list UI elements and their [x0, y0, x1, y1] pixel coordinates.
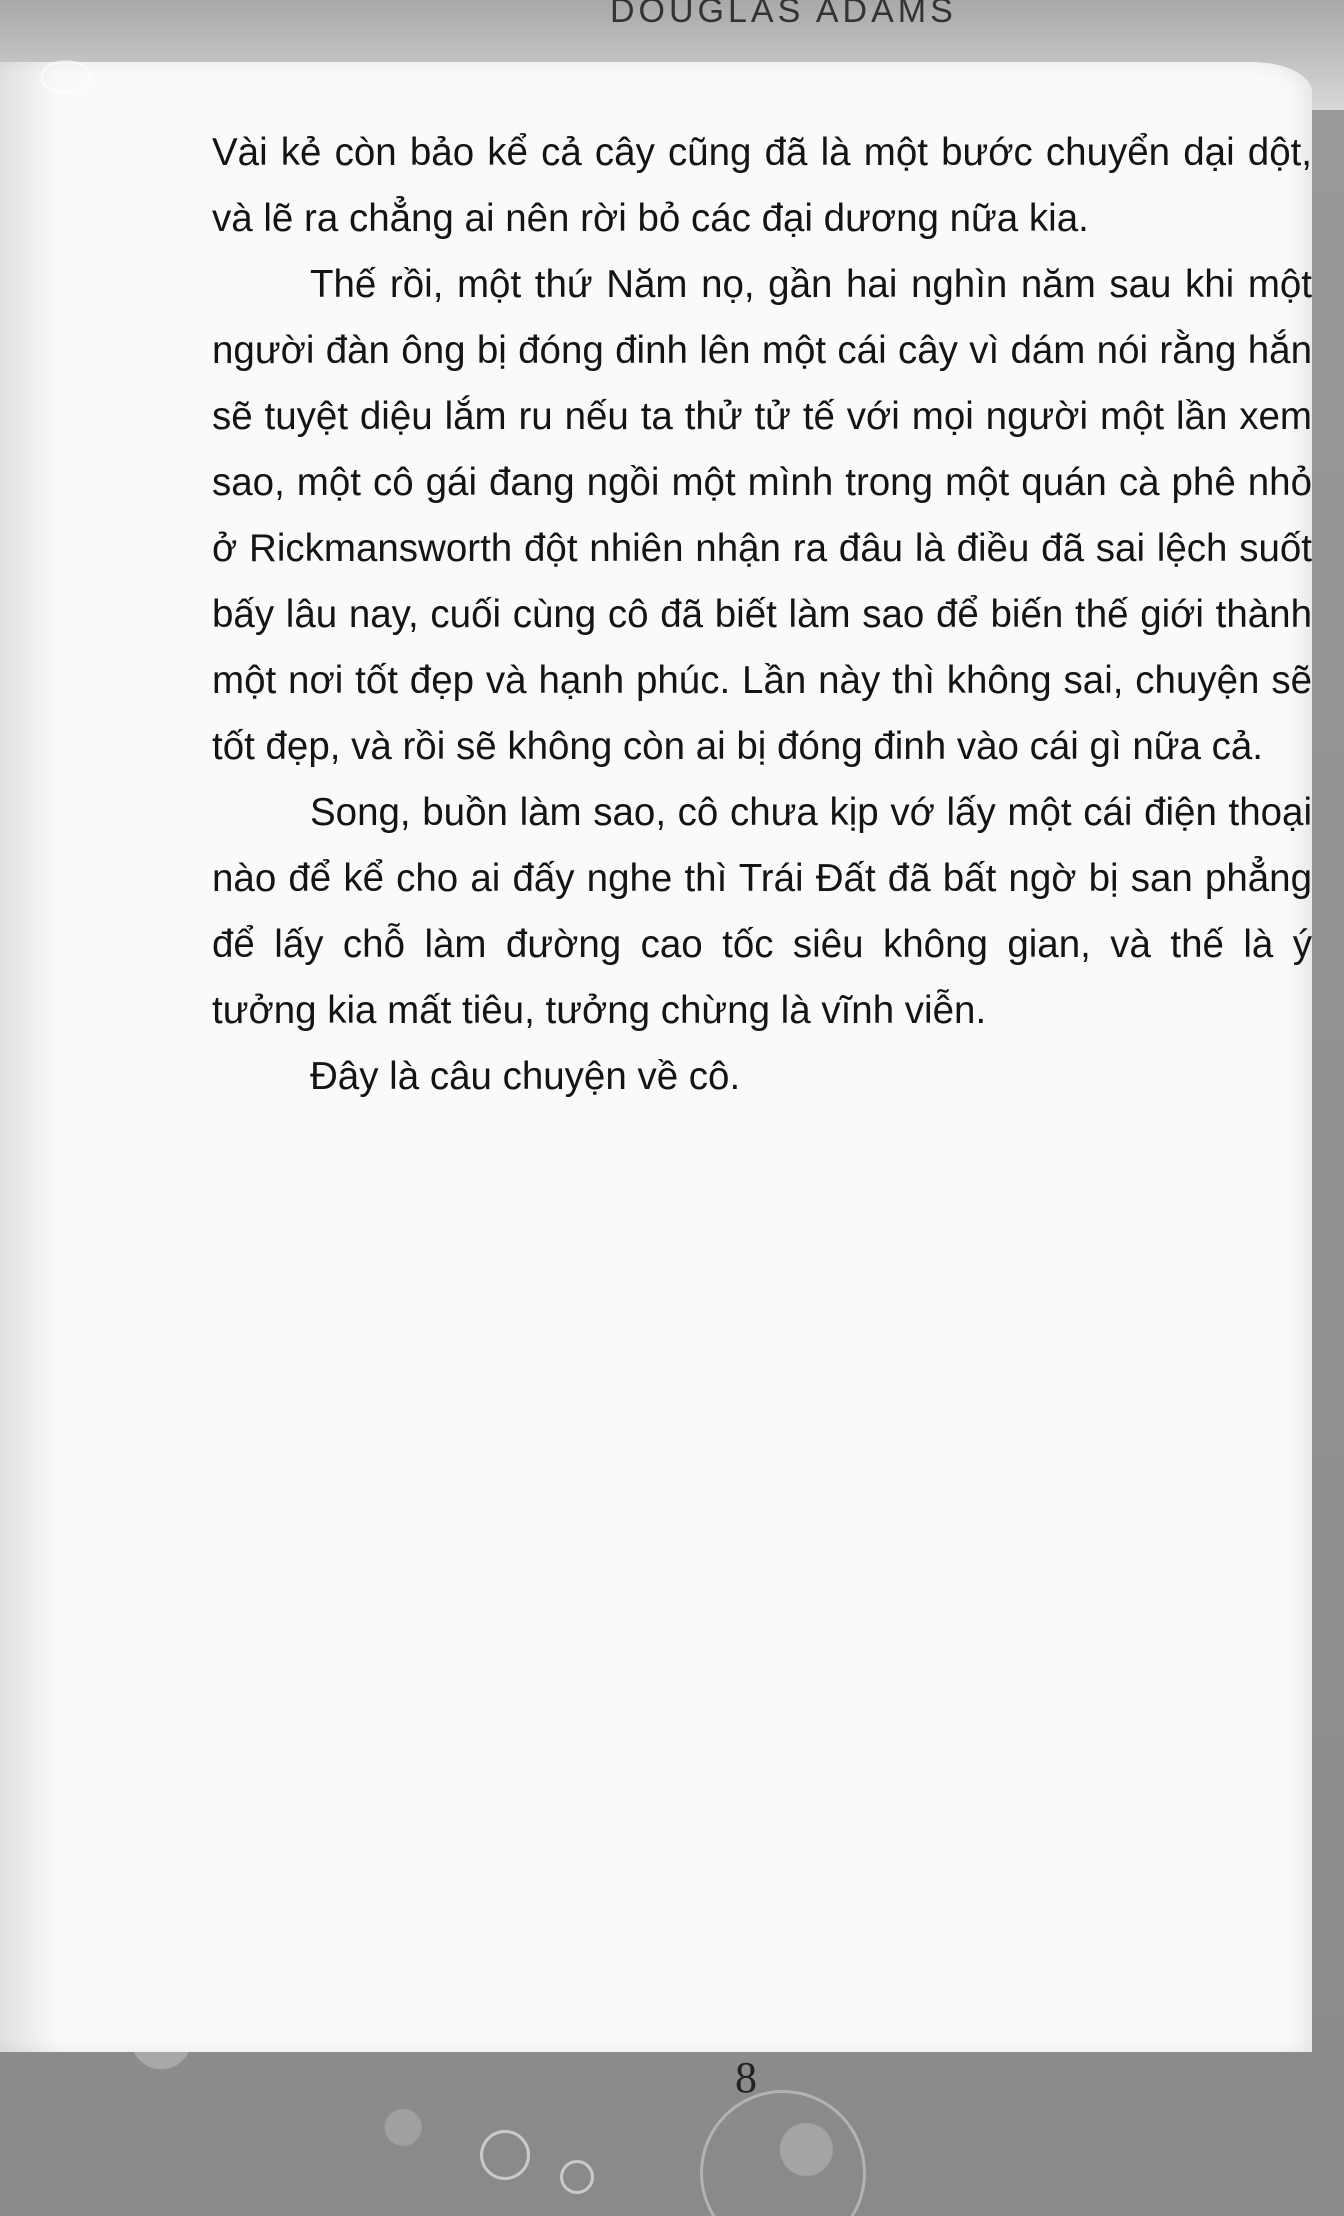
decorative-bubble-1	[480, 2130, 530, 2180]
paragraph-1: Vài kẻ còn bảo kể cả cây cũng đã là một bước chuyển dại dột, và lẽ ra chẳng ai nên rời bỏ các đại dương nữa kia.	[212, 131, 1312, 240]
page-body	[212, 120, 1312, 1110]
running-title: DOUGLAS ADAMS	[610, 0, 957, 30]
decorative-bubble-3	[40, 60, 92, 94]
decorative-bubble-2	[560, 2160, 594, 2194]
decorative-bubble-4	[700, 2090, 866, 2216]
page-number: 8	[735, 2053, 757, 2102]
paragraph-3: Song, buồn làm sao, cô chưa kịp vớ lấy một cái điện thoại nào để kể cho ai đấy nghe thì Trái Đất đã bất ngờ bị san phẳng để lấy chỗ làm đường cao tốc siêu không gian, và thế là ý tưởng kia mất tiêu, tưởng chừng là vĩnh viễn.	[212, 791, 1312, 1032]
paragraph-4: Đây là câu chuyện về cô.	[310, 1055, 741, 1098]
paragraph-2: Thế rồi, một thứ Năm nọ, gần hai nghìn năm sau khi một người đàn ông bị đóng đinh lên một cái cây vì dám nói rằng hắn sẽ tuyệt diệu lắm ru nếu ta thử tử tế với mọi người một lần xem sao, một cô gái đang ngồi một mình trong một quán cà phê nhỏ ở Rickmansworth đột nhiên nhận ra đâu là điều đã sai lệch suốt bấy lâu nay, cuối cùng cô đã biết làm sao để biến thế giới thành một nơi tốt đẹp và hạnh phúc. Lần này thì không sai, chuyện sẽ tốt đẹp, và rồi sẽ không còn ai bị đóng đinh vào cái gì nữa cả.	[212, 263, 1312, 768]
